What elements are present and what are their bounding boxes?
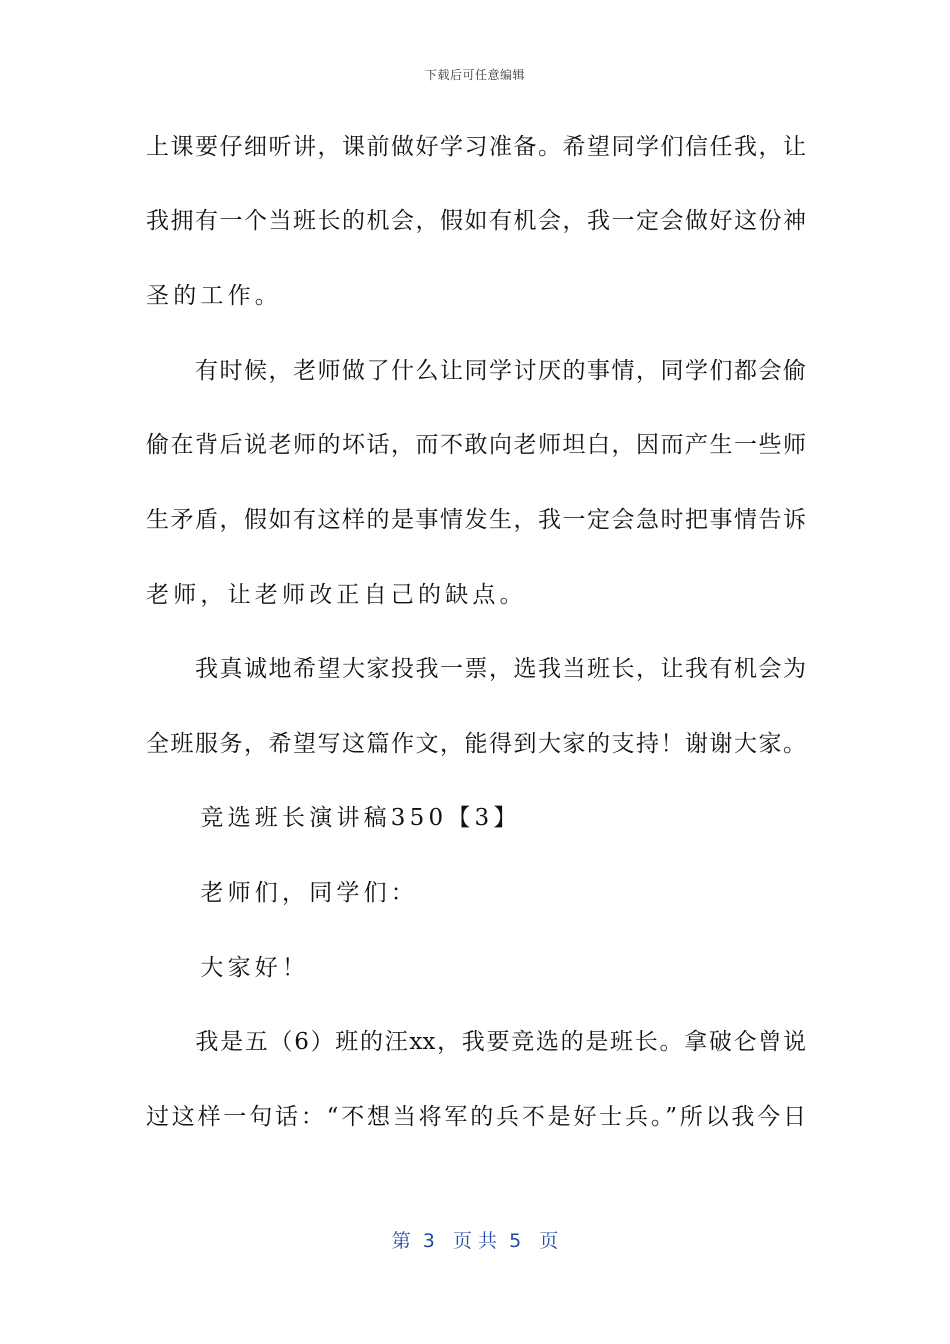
text-line: 老师，让老师改正自己的缺点。 — [146, 582, 527, 608]
header-note: 下载后可任意编辑 — [424, 68, 525, 82]
section-heading: 竞选班长演讲稿350【3】 — [146, 805, 521, 831]
text-line: 大家好！ — [146, 955, 310, 981]
page-number-footer: 第 3 页 共 5 页 — [391, 1230, 559, 1252]
text-line: 我真诚地希望大家投我一票，选我当班长，让我有机会为 — [146, 656, 806, 682]
text-line: 全班服务，希望写这篇作文，能得到大家的支持！谢谢大家。 — [146, 731, 806, 757]
text-line: 圣的工作。 — [146, 283, 282, 309]
text-line: 过这样一句话：“不想当将军的兵不是好士兵。”所以我今日 — [146, 1104, 806, 1130]
text-line: 我拥有一个当班长的机会，假如有机会，我一定会做好这份神 — [146, 208, 806, 234]
text-line: 我是五（6）班的汪xx，我要竞选的是班长。拿破仑曾说 — [146, 1029, 806, 1055]
text-line: 生矛盾，假如有这样的是事情发生，我一定会急时把事情告诉 — [146, 507, 806, 533]
text-line: 有时候，老师做了什么让同学讨厌的事情，同学们都会偷 — [146, 358, 806, 384]
text-line: 老师们，同学们： — [146, 880, 418, 906]
text-line: 偷在背后说老师的坏话，而不敢向老师坦白，因而产生一些师 — [146, 432, 806, 458]
text-line: 上课要仔细听讲，课前做好学习准备。希望同学们信任我，让 — [146, 134, 806, 160]
